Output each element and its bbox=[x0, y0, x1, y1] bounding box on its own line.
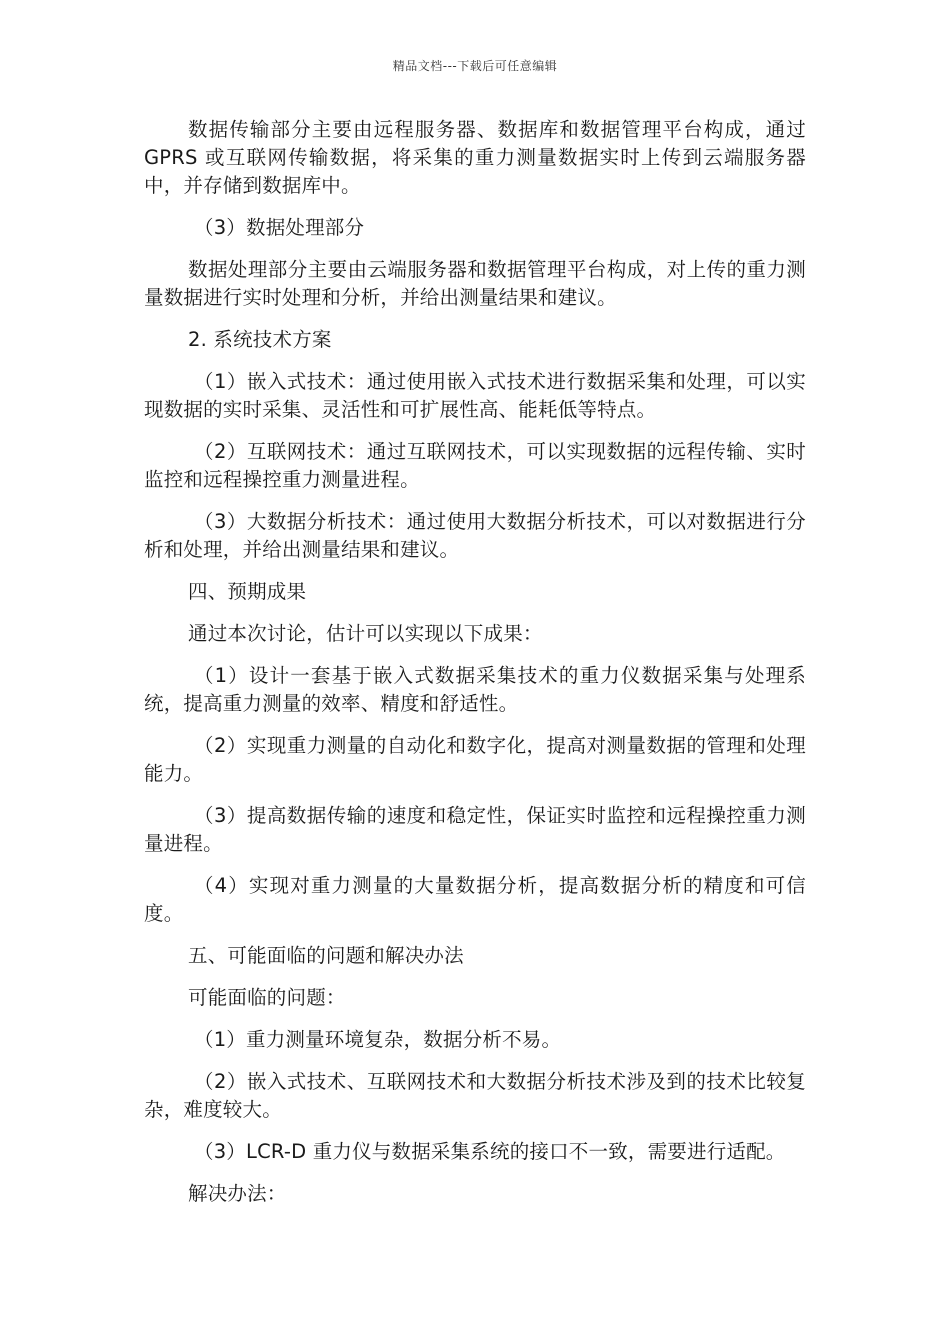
heading-expected-results: 四、预期成果 bbox=[188, 580, 307, 603]
item-result-3: （3）提高数据传输的速度和稳定性，保证实时监控和远程操控重力测量进程。 bbox=[144, 804, 806, 855]
item-problem-2: （2）嵌入式技术、互联网技术和大数据分析技术涉及到的技术比较复杂，难度较大。 bbox=[144, 1070, 806, 1121]
document-body bbox=[144, 116, 806, 1222]
item-internet-tech: （2）互联网技术：通过互联网技术，可以实现数据的远程传输、实时监控和远程操控重力测量进程。 bbox=[144, 440, 806, 491]
item-result-1: （1）设计一套基于嵌入式数据采集技术的重力仪数据采集与处理系统，提高重力测量的效率、精度和舒适性。 bbox=[144, 664, 806, 715]
paragraph-data-transmission: 数据传输部分主要由远程服务器、数据库和数据管理平台构成，通过 GPRS 或互联网传输数据，将采集的重力测量数据实时上传到云端服务器中，并存储到数据库中。 bbox=[144, 118, 806, 197]
paragraph-data-processing: 数据处理部分主要由云端服务器和数据管理平台构成，对上传的重力测量数据进行实时处理和分析，并给出测量结果和建议。 bbox=[144, 258, 806, 309]
heading-data-processing: （3）数据处理部分 bbox=[194, 216, 365, 239]
item-problem-3: （3）LCR-D 重力仪与数据采集系统的接口不一致，需要进行适配。 bbox=[194, 1140, 786, 1163]
item-big-data-tech: （3）大数据分析技术：通过使用大数据分析技术，可以对数据进行分析和处理，并给出测量结果和建议。 bbox=[144, 510, 806, 561]
page-header: 精品文档---下载后可任意编辑 bbox=[392, 59, 558, 73]
item-result-2: （2）实现重力测量的自动化和数字化，提高对测量数据的管理和处理能力。 bbox=[144, 734, 806, 785]
item-result-4: （4）实现对重力测量的大量数据分析，提高数据分析的精度和可信度。 bbox=[144, 874, 806, 925]
paragraph-solutions-intro: 解决办法： bbox=[188, 1182, 287, 1205]
heading-problems-solutions: 五、可能面临的问题和解决办法 bbox=[188, 944, 464, 967]
item-problem-1: （1）重力测量环境复杂，数据分析不易。 bbox=[194, 1028, 562, 1051]
item-embedded-tech: （1）嵌入式技术：通过使用嵌入式技术进行数据采集和处理，可以实现数据的实时采集、灵活性和可扩展性高、能耗低等特点。 bbox=[144, 370, 806, 421]
paragraph-problems-intro: 可能面临的问题： bbox=[188, 986, 346, 1009]
paragraph-results-intro: 通过本次讨论，估计可以实现以下成果： bbox=[188, 622, 543, 645]
heading-technical-plan: 2. 系统技术方案 bbox=[188, 328, 332, 351]
